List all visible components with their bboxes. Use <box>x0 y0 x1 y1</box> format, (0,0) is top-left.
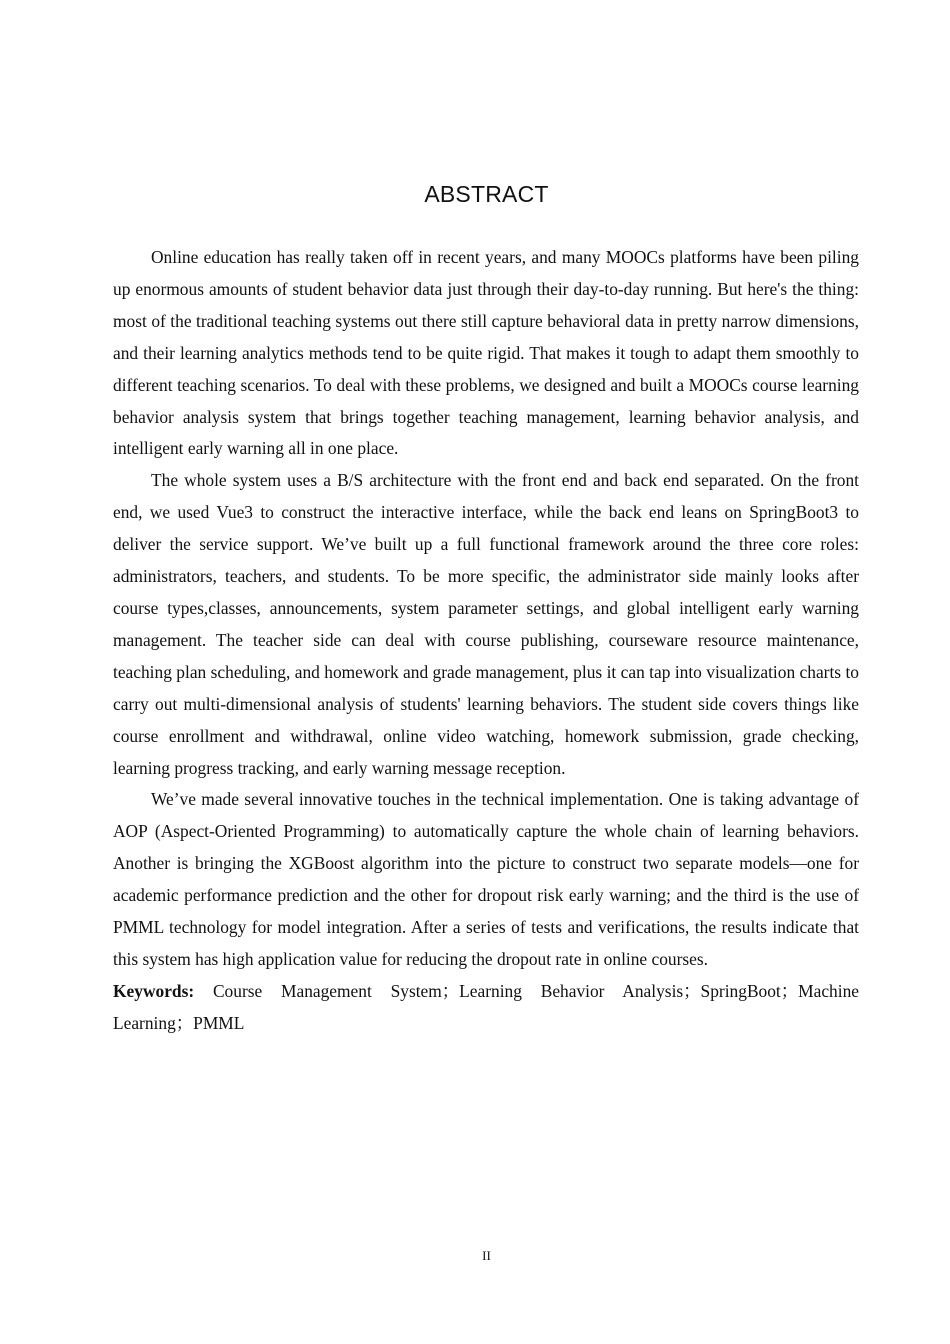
page-number: II <box>482 1248 491 1263</box>
abstract-paragraph-1: Online education has really taken off in recent years, and many MOOCs platforms have been piling up enormous amounts of student behavior data just through their day-to-day running. But here's the thing: most of the traditional teaching systems out there still capture behavioral data in pretty narrow dimensions, and their learning analytics methods tend to be quite rigid. That makes it tough to adapt them smoothly to different teaching scenarios. To deal with these problems, we designed and built a MOOCs course learning behavior analysis system that brings together teaching management, learning behavior analysis, and intelligent early warning all in one place. <box>113 247 859 459</box>
abstract-title: ABSTRACT <box>424 181 549 207</box>
keywords-label: Keywords: <box>113 980 195 1001</box>
abstract-paragraph-2: The whole system uses a B/S architecture with the front end and back end separated. On the front end, we used Vue3 to construct the interactive interface, while the back end leans on SpringBoot3 to deliver the service support. We’ve built up a full functional framework around the three core roles: administrators, teachers, and students. To be more specific, the administrator side mainly looks after course types,classes, announcements, system parameter settings, and global intelligent early warning management. The teacher side can deal with course publishing, courseware resource maintenance, teaching plan scheduling, and homework and grade management, plus it can tap into visualization charts to carry out multi-dimensional analysis of students' learning behaviors. The student side covers things like course enrollment and withdrawal, online video watching, homework submission, grade checking, learning progress tracking, and early warning message reception. <box>113 470 859 778</box>
abstract-paragraph-3: We’ve made several innovative touches in the technical implementation. One is taking advantage of AOP (Aspect-Oriented Programming) to automatically capture the whole chain of learning behaviors. Another is bringing the XGBoost algorithm into the picture to construct two separate models—one for academic performance prediction and the other for dropout risk early warning; and the third is the use of PMML technology for model integration. After a series of tests and verifications, the results indicate that this system has high application value for reducing the dropout rate in online courses. <box>113 789 859 969</box>
abstract-body <box>113 242 859 1040</box>
keywords-line <box>113 976 859 1040</box>
keywords-text: Course Management System；Learning Behavior Analysis；SpringBoot；Machine Learning；PMML <box>113 980 859 1033</box>
